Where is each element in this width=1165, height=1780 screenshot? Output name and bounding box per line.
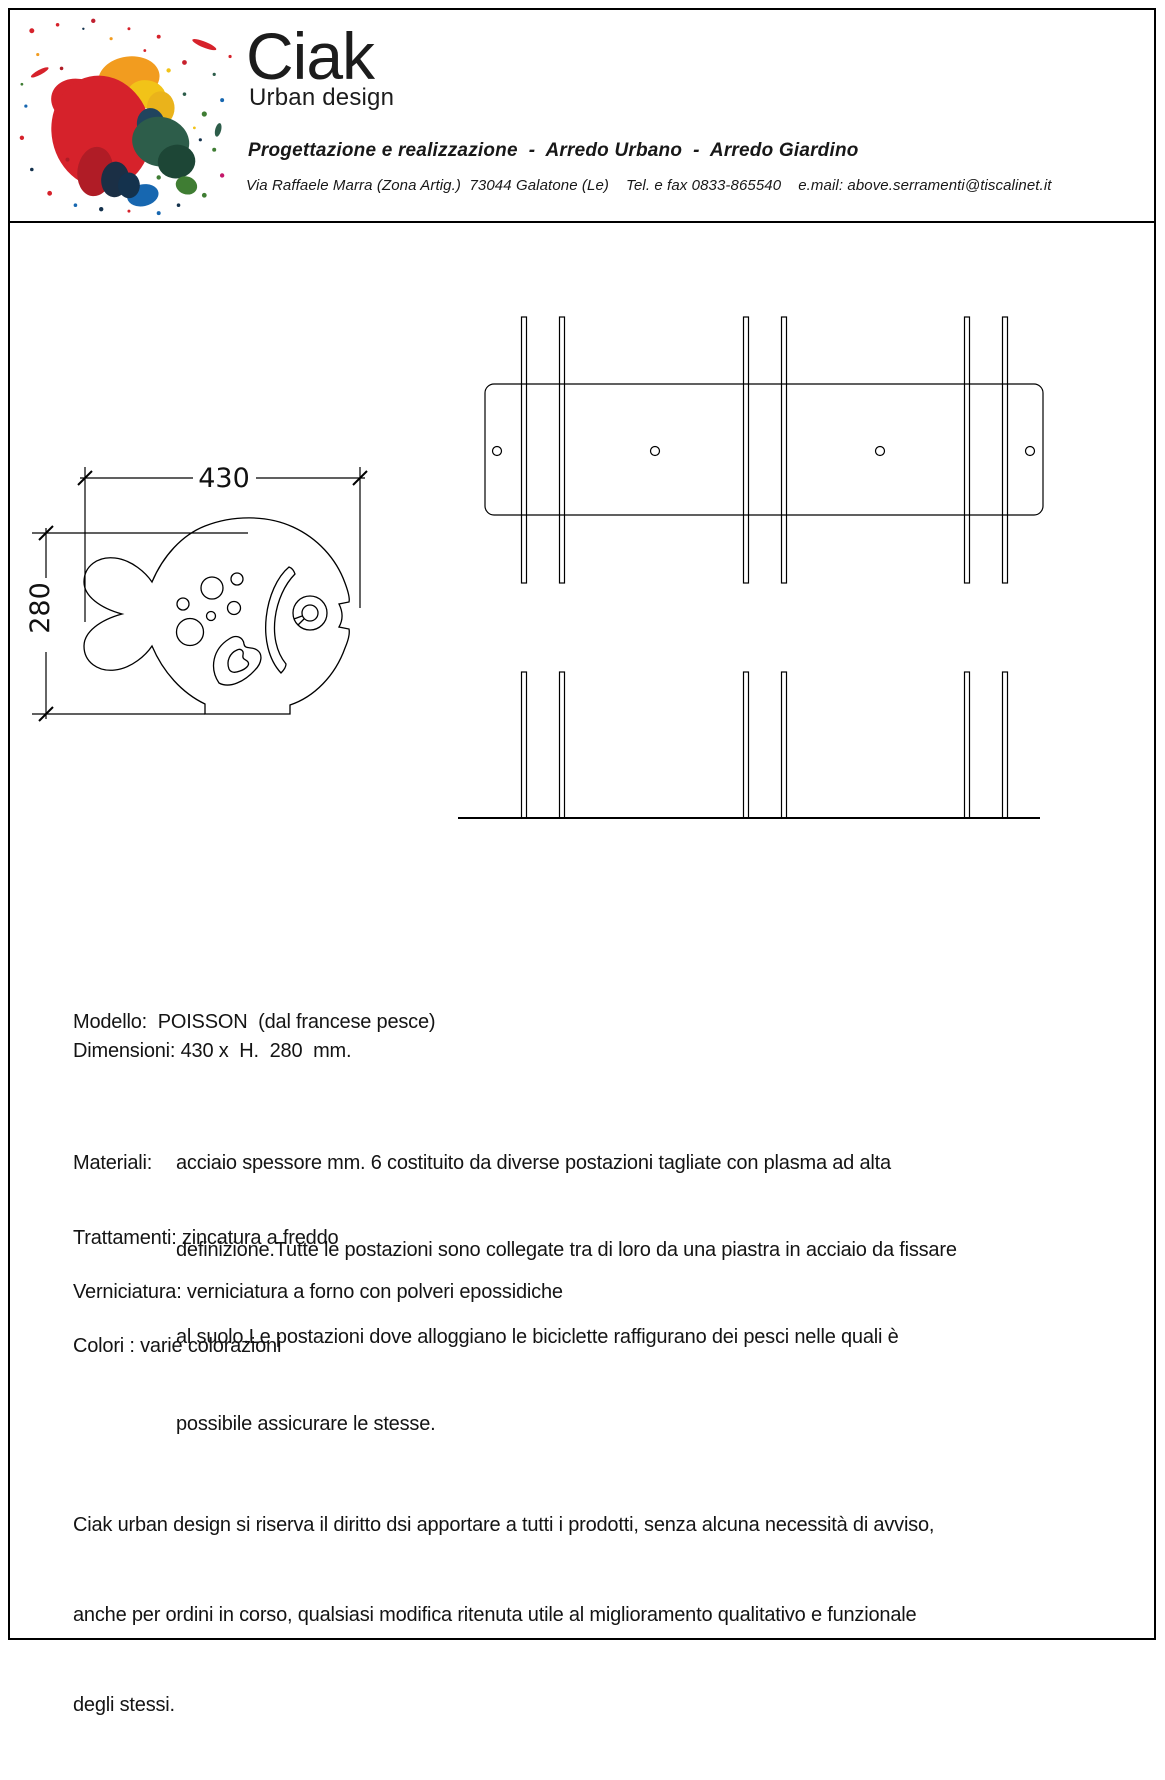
spec-dimensioni: Dimensioni: 430 x H. 280 mm.	[73, 1040, 352, 1062]
footer-disclaimer-line: anche per ordini in corso, qualsiasi modifica ritenuta utile al miglioramento qualitativo e funzionale	[73, 1604, 917, 1626]
width-dimension-label: 430	[198, 463, 250, 494]
fixing-hole	[651, 447, 660, 456]
footer-disclaimer	[73, 1450, 1083, 1780]
upright-bar	[1003, 317, 1008, 583]
spec-trattamenti: Trattamenti: zincatura a freddo	[73, 1227, 339, 1249]
base-plate	[485, 384, 1043, 515]
footer-disclaimer-line: Ciak urban design si riserva il diritto dsi apportare a tutti i prodotti, senza alcuna necessità di avviso,	[73, 1514, 935, 1536]
upright-bar	[560, 317, 565, 583]
upright-bar	[965, 317, 970, 583]
technical-drawing-svg	[0, 280, 1165, 840]
spec-colori: Colori : varie colorazioni	[73, 1335, 282, 1357]
upright-bar	[744, 317, 749, 583]
width-dimension	[78, 463, 367, 622]
brand-subtitle: Urban design	[249, 84, 395, 111]
company-tagline: Progettazione e realizzazione - Arredo Urbano - Arredo Giardino	[248, 140, 859, 161]
spec-materiali-label: Materiali:	[73, 1152, 153, 1174]
brand-title: Ciak	[246, 19, 375, 93]
upright-bar	[744, 672, 749, 818]
spec-materiali-line: al suolo.Le postazioni dove alloggiano le biciclette raffigurano dei pesci nelle quali è	[176, 1326, 899, 1348]
upright-bar	[522, 672, 527, 818]
height-dimension-label: 280	[25, 582, 56, 634]
footer-disclaimer-line: degli stessi.	[73, 1694, 175, 1716]
spec-materiali-line: definizione.Tutte le postazioni sono collegate tra di loro da una piastra in acciaio da fissare	[176, 1239, 957, 1261]
fish-profile-drawing	[84, 518, 349, 714]
company-address-contacts: Via Raffaele Marra (Zona Artig.) 73044 Galatone (Le) Tel. e fax 0833-865540 e.mail: above.serramenti@tiscalinet.it	[246, 177, 1052, 194]
header-divider	[8, 221, 1156, 223]
upright-bar	[560, 672, 565, 818]
spec-materiali-line: Materiali: acciaio spessore mm. 6 costituito da diverse postazioni tagliate con plasma ad alta	[73, 1149, 1083, 1178]
spec-verniciatura: Verniciatura: verniciatura a forno con polveri epossidiche	[73, 1281, 563, 1303]
upright-bar	[782, 317, 787, 583]
upright-bar	[522, 317, 527, 583]
fixing-hole	[493, 447, 502, 456]
height-dimension	[25, 526, 248, 721]
spec-modello: Modello: POISSON (dal francese pesce)	[73, 1011, 436, 1033]
paint-splatter-logo	[10, 10, 238, 220]
upright-bar	[782, 672, 787, 818]
fixing-hole	[876, 447, 885, 456]
spec-materiali-line: possibile assicurare le stesse.	[176, 1413, 436, 1435]
front-view-drawing	[458, 672, 1040, 818]
fixing-hole	[1026, 447, 1035, 456]
upright-bar	[1003, 672, 1008, 818]
top-view-drawing	[485, 317, 1043, 583]
upright-bar	[965, 672, 970, 818]
